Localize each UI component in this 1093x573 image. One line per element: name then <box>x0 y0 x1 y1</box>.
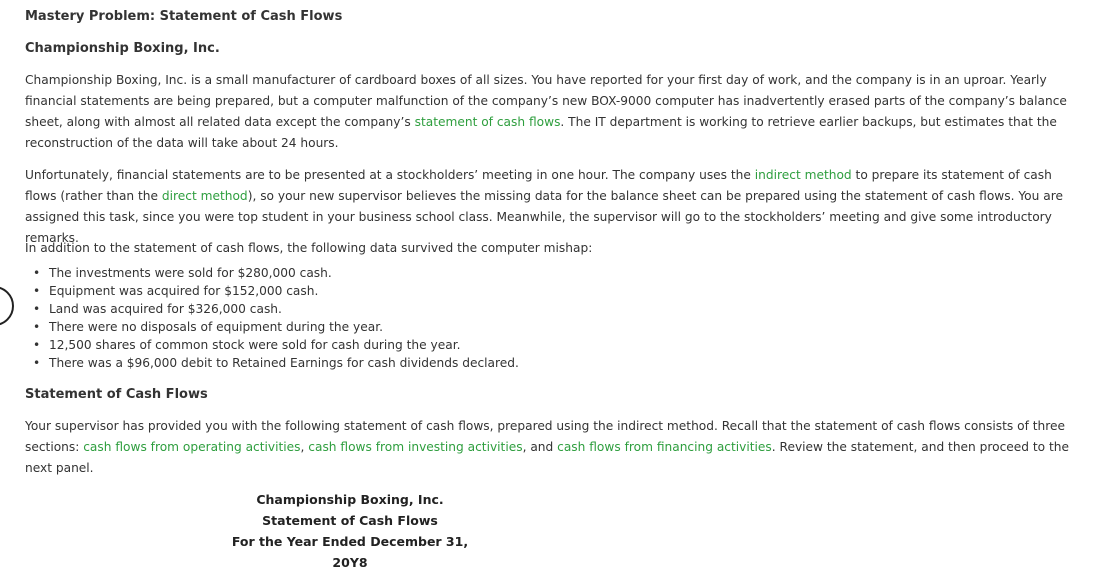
page-title: Mastery Problem: Statement of Cash Flows <box>25 9 343 24</box>
fact-text: There were no disposals of equipment during the year. <box>49 320 383 334</box>
bullet-icon: • <box>33 284 41 298</box>
statement-company: Championship Boxing, Inc. <box>256 492 444 507</box>
task-paragraph <box>25 165 1087 249</box>
fact-text: The investments were sold for $280,000 cash. <box>49 266 332 280</box>
bullet-icon: • <box>33 266 41 280</box>
supervisor-paragraph <box>25 416 1090 479</box>
supervisor-text-a: Your supervisor has provided you with the following statement of cash flows, prepared using the indirect method. Recall that the statement of cash flows consists of three sections: <box>25 419 1065 454</box>
task-text-a: Unfortunately, financial statements are to be presented at a stockholders’ meeting in one hour. The company uses the <box>25 168 755 182</box>
company-name: Championship Boxing, Inc. <box>25 41 220 56</box>
bullet-icon: • <box>33 320 41 334</box>
bullet-icon: • <box>33 302 41 316</box>
fact-text: There was a $96,000 debit to Retained Earnings for cash dividends declared. <box>49 356 519 370</box>
list-item <box>25 336 519 354</box>
separator-1: , <box>300 440 309 454</box>
intro-text-b: . The IT department is working to retrieve earlier backups, but estimates that the reconstruction of the data will take about 24 hours. <box>25 115 1057 150</box>
list-item <box>25 282 519 300</box>
intro-text-a: Championship Boxing, Inc. is a small manufacturer of cardboard boxes of all sizes. You have reported for your first day of work, and the company is in an uproar. Yearly financial statements are being prepared, but a computer malfunction of the company’s new BOX-9000 computer has inadvertently erased parts of the company’s balance sheet, along with almost all related data except the company’s <box>25 73 1067 129</box>
bullet-icon: • <box>33 338 41 352</box>
list-item <box>25 300 519 318</box>
list-item <box>25 264 519 282</box>
data-intro-paragraph: In addition to the statement of cash flows, the following data survived the computer mishap: <box>25 241 593 255</box>
list-item <box>25 318 519 336</box>
statement-header <box>220 489 480 573</box>
task-text-c: ), so your new supervisor believes the missing data for the balance sheet can be prepared using the statement of cash flows. You are assigned this task, since you were top student in your business school class. Meanwhile, the supervisor will go to the stockholders’ meeting and give some introductory remarks. <box>25 189 1063 245</box>
statement-of-cash-flows-link[interactable]: statement of cash flows <box>414 115 561 129</box>
fact-text: 12,500 shares of common stock were sold for cash during the year. <box>49 338 461 352</box>
operating-activities-link[interactable]: cash flows from operating activities <box>83 440 301 454</box>
cursor-circle-icon <box>0 286 14 326</box>
statement-name: Statement of Cash Flows <box>262 513 438 528</box>
task-text-b: to prepare its statement of cash flows (rather than the <box>25 168 1052 203</box>
fact-text: Equipment was acquired for $152,000 cash. <box>49 284 319 298</box>
financing-activities-link[interactable]: cash flows from financing activities <box>557 440 772 454</box>
section-heading: Statement of Cash Flows <box>25 387 208 402</box>
direct-method-link[interactable]: direct method <box>161 189 248 203</box>
facts-list <box>25 264 519 372</box>
fact-text: Land was acquired for $326,000 cash. <box>49 302 282 316</box>
supervisor-text-b: . Review the statement, and then proceed to the next panel. <box>25 440 1070 475</box>
list-item <box>25 354 519 372</box>
separator-2: , and <box>522 440 558 454</box>
statement-period: For the Year Ended December 31, 20Y8 <box>231 534 469 570</box>
bullet-icon: • <box>33 356 41 370</box>
indirect-method-link[interactable]: indirect method <box>754 168 852 182</box>
investing-activities-link[interactable]: cash flows from investing activities <box>308 440 523 454</box>
intro-paragraph <box>25 70 1087 154</box>
